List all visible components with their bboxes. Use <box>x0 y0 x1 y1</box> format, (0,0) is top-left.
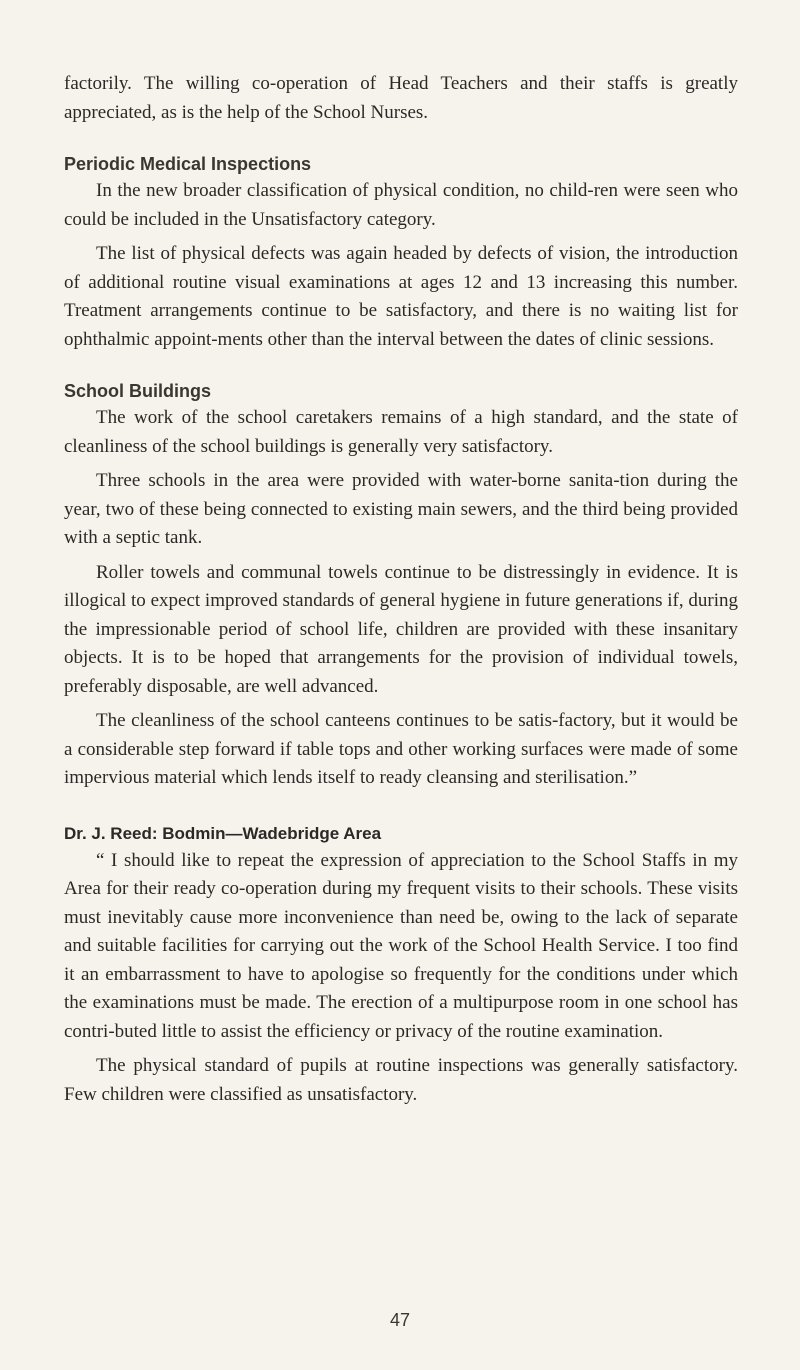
intro-paragraph: factorily. The willing co-operation of Head Teachers and their staffs is greatly appreciated, as is the help of the School Nurses. <box>64 73 738 123</box>
paragraph: The list of physical defects was again headed by defects of vision, the introduction of additional routine visual examinations at ages 12 and 13 increasing this number. Treatment arrangements continue to be satisfactory, and there is no waiting list for ophthalmic appoint-ments other than the interval between the dates of clinic sessions. <box>64 243 738 350</box>
paragraph: Roller towels and communal towels continue to be distressingly in evidence. It is illogical to expect improved standards of general hygiene in future generations if, during the impressionable period of school life, children are provided with these insanitary objects. It is to be hoped that arrangements for the provision of individual towels, preferably disposable, are well advanced. <box>64 561 738 697</box>
paragraph: Three schools in the area were provided with water-borne sanita-tion during the year, two of these being connected to existing main sewers, and the third being provided with a septic tank. <box>64 470 738 548</box>
paragraph: The physical standard of pupils at routine inspections was generally satisfactory. Few children were classified as unsatisfactory. <box>64 1055 738 1105</box>
paragraph: In the new broader classification of physical condition, no child-ren were seen who could be included in the Unsatisfactory category. <box>64 180 738 230</box>
section-heading-school-buildings: School Buildings <box>64 381 211 401</box>
section-heading-reed-bodmin-wadebridge: Dr. J. Reed: Bodmin—Wadebridge Area <box>64 823 382 843</box>
section-heading-periodic-medical-inspections: Periodic Medical Inspections <box>64 154 312 174</box>
paragraph: The work of the school caretakers remains of a high standard, and the state of cleanliness of the school buildings is generally very satisfactory. <box>64 407 738 457</box>
paragraph: The cleanliness of the school canteens continues to be satis-factory, but it would be a considerable step forward if table tops and other working surfaces were made of some impervious material which lends itself to ready cleansing and sterilisation.” <box>64 710 738 788</box>
paragraph: “ I should like to repeat the expression of appreciation to the School Staffs in my Area for their ready co-operation during my frequent visits to their schools. These visits must inevitably cause more inconvenience than need be, owing to the lack of separate and suitable facilities for carrying out the work of the School Health Service. I too find it an embarrassment to have to apologise so frequently for the conditions under which the examinations must be made. The erection of a multipurpose room in one school has contri-buted little to assist the efficiency or privacy of the routine examination. <box>64 849 738 1042</box>
page-number: 47 <box>389 1310 411 1330</box>
